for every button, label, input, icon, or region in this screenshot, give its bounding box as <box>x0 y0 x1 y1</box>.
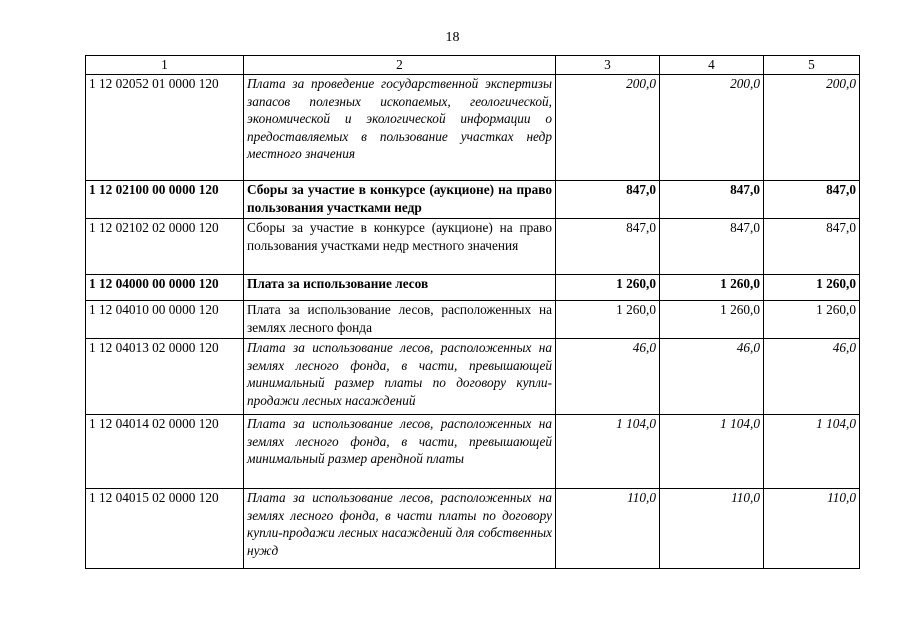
row-value-col3: 1 260,0 <box>556 275 660 301</box>
row-code: 1 12 02100 00 0000 120 <box>86 181 244 219</box>
column-header-2: 2 <box>244 56 556 75</box>
budget-table <box>85 55 860 569</box>
row-name: Сборы за участие в конкурсе (аукционе) на право пользования участками недр местного значения <box>244 219 556 275</box>
row-code: 1 12 02052 01 0000 120 <box>86 75 244 181</box>
row-code: 1 12 04010 00 0000 120 <box>86 301 244 339</box>
row-value-col3: 847,0 <box>556 219 660 275</box>
row-code: 1 12 04015 02 0000 120 <box>86 489 244 569</box>
table-row <box>86 415 860 489</box>
page-number: 18 <box>445 30 460 45</box>
row-value-col3: 110,0 <box>556 489 660 569</box>
table-row <box>86 219 860 275</box>
table-row <box>86 489 860 569</box>
column-header-1: 1 <box>86 56 244 75</box>
column-header-5: 5 <box>764 56 860 75</box>
row-value-col4: 1 260,0 <box>660 301 764 339</box>
row-value-col5: 1 260,0 <box>764 275 860 301</box>
row-code: 1 12 04000 00 0000 120 <box>86 275 244 301</box>
row-value-col5: 1 104,0 <box>764 415 860 489</box>
table-row <box>86 301 860 339</box>
row-value-col3: 1 260,0 <box>556 301 660 339</box>
row-name: Сборы за участие в конкурсе (аукционе) на право пользования участками недр <box>244 181 556 219</box>
row-value-col4: 200,0 <box>660 75 764 181</box>
table-row <box>86 339 860 415</box>
table-row <box>86 275 860 301</box>
row-value-col4: 110,0 <box>660 489 764 569</box>
table-row <box>86 75 860 181</box>
row-value-col5: 46,0 <box>764 339 860 415</box>
row-code: 1 12 02102 02 0000 120 <box>86 219 244 275</box>
row-value-col4: 1 260,0 <box>660 275 764 301</box>
row-value-col5: 847,0 <box>764 219 860 275</box>
row-name: Плата за использование лесов, расположенных на землях лесного фонда, в части, превышающей минимальный размер арендной платы <box>244 415 556 489</box>
row-name: Плата за использование лесов <box>244 275 556 301</box>
table-row <box>86 181 860 219</box>
row-value-col3: 200,0 <box>556 75 660 181</box>
row-code: 1 12 04014 02 0000 120 <box>86 415 244 489</box>
row-value-col3: 46,0 <box>556 339 660 415</box>
row-value-col4: 46,0 <box>660 339 764 415</box>
table-header-row <box>86 56 860 75</box>
column-header-4: 4 <box>660 56 764 75</box>
row-name: Плата за использование лесов, расположенных на землях лесного фонда <box>244 301 556 339</box>
row-value-col4: 847,0 <box>660 219 764 275</box>
row-value-col4: 1 104,0 <box>660 415 764 489</box>
row-value-col5: 1 260,0 <box>764 301 860 339</box>
row-value-col4: 847,0 <box>660 181 764 219</box>
row-value-col5: 110,0 <box>764 489 860 569</box>
row-name: Плата за использование лесов, расположенных на землях лесного фонда, в части, превышающей минимальный размер платы по договору купли-продажи лесных насаждений <box>244 339 556 415</box>
row-value-col3: 847,0 <box>556 181 660 219</box>
row-name: Плата за использование лесов, расположенных на землях лесного фонда, в части платы по договору купли-продажи лесных насаждений для собственных нужд <box>244 489 556 569</box>
row-value-col5: 200,0 <box>764 75 860 181</box>
column-header-3: 3 <box>556 56 660 75</box>
row-code: 1 12 04013 02 0000 120 <box>86 339 244 415</box>
row-value-col3: 1 104,0 <box>556 415 660 489</box>
row-value-col5: 847,0 <box>764 181 860 219</box>
row-name: Плата за проведение государственной экспертизы запасов полезных ископаемых, геологической, экономической и экологической информации о предоставляемых в пользование участках недр местного значения <box>244 75 556 181</box>
